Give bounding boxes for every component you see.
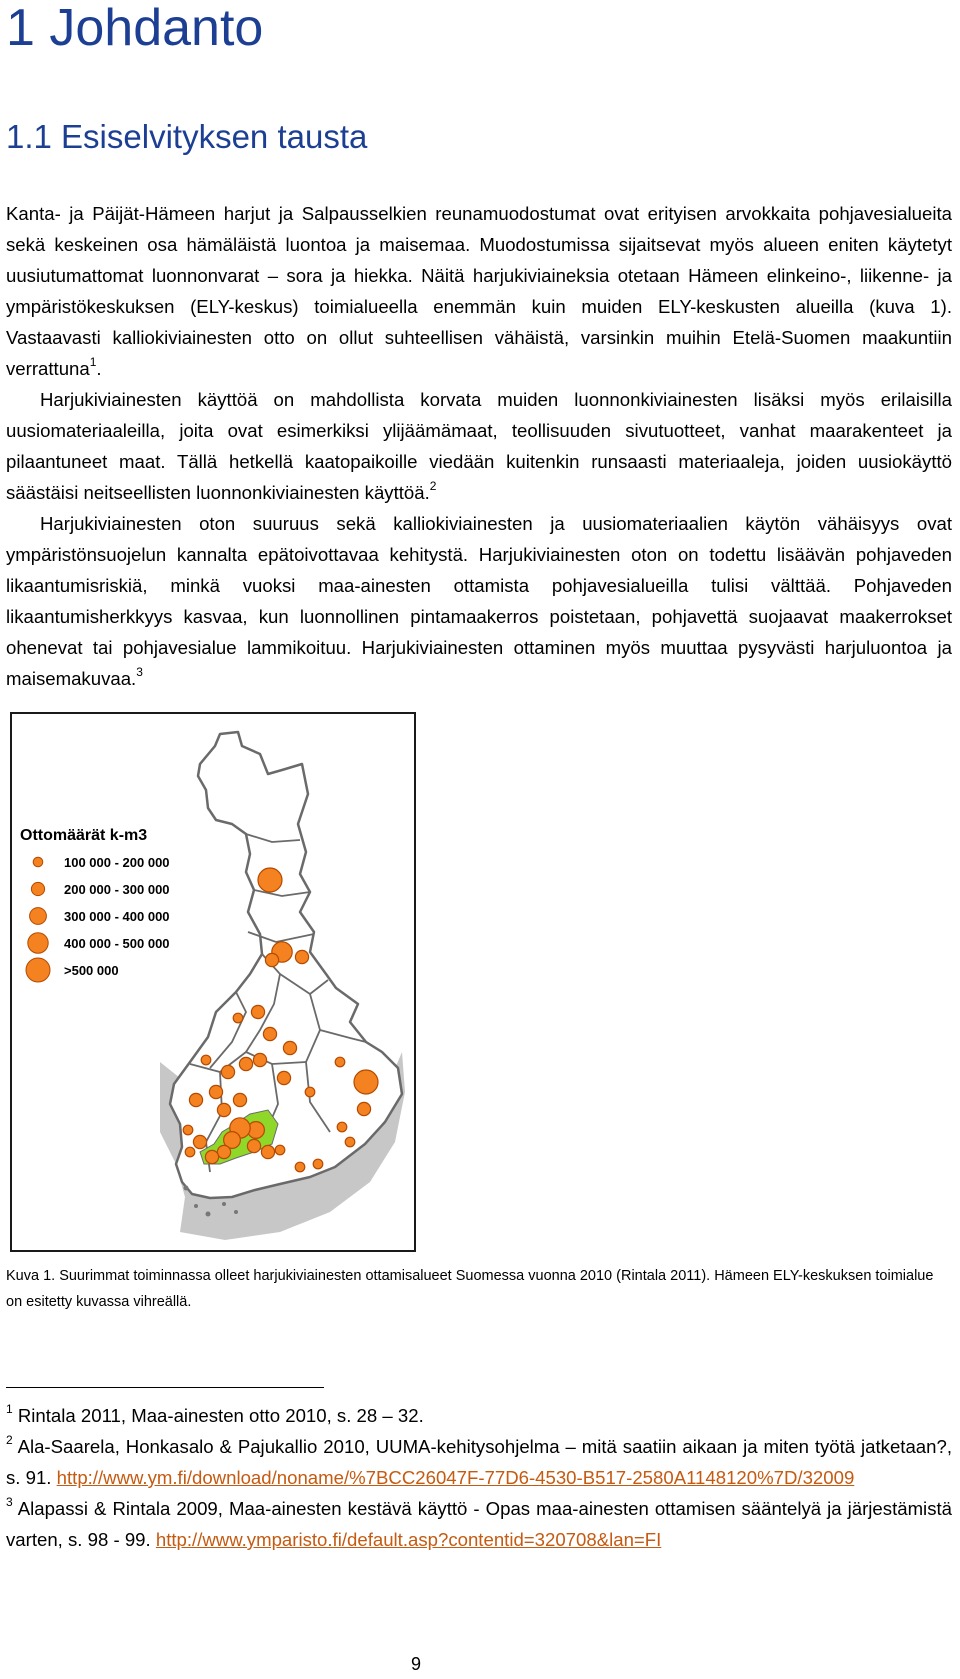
footnote-ref-3[interactable]: 3 [136, 665, 143, 679]
island [184, 1186, 189, 1191]
extraction-site-dot [275, 1145, 285, 1155]
legend-label: >500 000 [64, 963, 119, 978]
extraction-site-dot [305, 1087, 315, 1097]
extraction-site-dot [217, 1145, 230, 1158]
footnote-2 [6, 1431, 952, 1493]
island [206, 1212, 211, 1217]
footnote-text: Ala-Saarela, Honkasalo & Pajukallio 2010, UUMA-kehitysohjelma – mitä saatiin aikaan ja miten työtä jatketaan?, s. 91. [6, 1436, 952, 1488]
legend-label: 100 000 - 200 000 [64, 855, 170, 870]
extraction-site-dot [283, 1041, 296, 1054]
footnote-ref-1[interactable]: 1 [89, 355, 97, 369]
map-svg [10, 712, 416, 1252]
extraction-site-dot [258, 868, 282, 892]
extraction-site-dot [183, 1125, 193, 1135]
legend-symbol [26, 958, 50, 982]
extraction-site-dot [247, 1139, 260, 1152]
extraction-site-dot [201, 1055, 211, 1065]
extraction-site-dot [335, 1057, 345, 1067]
extraction-site-dot [265, 953, 278, 966]
footnote-link[interactable]: http://www.ymparisto.fi/default.asp?contentid=320708&lan=FI [155, 1529, 662, 1550]
section-heading: 1.1 Esiselvityksen tausta [6, 118, 368, 155]
footnote-number: 2 [6, 1433, 13, 1447]
extraction-site-dot [185, 1147, 195, 1157]
extraction-site-dot [357, 1102, 370, 1115]
page-number: 9 [410, 1654, 421, 1674]
footnote-1 [6, 1400, 952, 1431]
extraction-site-dot [354, 1070, 378, 1094]
footnote-3 [6, 1493, 952, 1555]
footnote-text: Alapassi & Rintala 2009, Maa-ainesten kestävä käyttö - Opas maa-ainesten ottamisen sääntelyä ja järjestämistä varten, s. 98 - 99. [6, 1498, 952, 1550]
body-text [6, 198, 952, 694]
footnote-ref-2[interactable]: 2 [429, 479, 437, 493]
legend-symbol [30, 908, 47, 925]
extraction-site-dot [263, 1027, 276, 1040]
paragraph-text: Harjukiviainesten käyttöä on mahdollista korvata muiden luonnonkiviainesten lisäksi myös erilaisilla uusiomateriaaleilla, joita ovat esimerkiksi ylijäämämaat, teollisuuden sivutuotteet, vanhat maarakenteet ja pilaantuneet maat. Tällä hetkellä kaatopaikoille viedään kuitenkin runsaasti materiaaleja, joiden uusiokäyttö säästäisi neitseellisten luonnonkiviainesten käyttöä. [6, 389, 952, 503]
extraction-site-dot [233, 1013, 243, 1023]
legend-label: 400 000 - 500 000 [64, 936, 170, 951]
legend-symbol [33, 857, 43, 867]
extraction-site-dot [233, 1093, 246, 1106]
extraction-site-dot [345, 1137, 355, 1147]
finland-extraction-map [10, 712, 416, 1252]
legend-label: 300 000 - 400 000 [64, 909, 170, 924]
footnotes [6, 1400, 952, 1555]
extraction-site-dot [313, 1159, 323, 1169]
paragraph-3 [6, 508, 952, 694]
extraction-site-dot [193, 1135, 206, 1148]
footnote-number: 3 [6, 1495, 13, 1509]
footnote-number: 1 [6, 1402, 13, 1416]
extraction-site-dot [217, 1103, 230, 1116]
extraction-site-dot [261, 1145, 274, 1158]
figure-caption: Kuva 1. Suurimmat toiminnassa olleet harjukiviainesten ottamisalueet Suomessa vuonna 2010 (Rintala 2011). Hämeen ELY-keskuksen toimialue on esitetty kuvassa vihreällä. [6, 1268, 934, 1310]
paragraph-text: Kanta- ja Päijät-Hämeen harjut ja Salpausselkien reunamuodostumat ovat erityisen arvokkaita pohjavesialueita sekä keskeinen osa hämäläistä luontoa ja maisemaa. Muodostumissa sijaitsevat myös alueen eniten käytetyt uusiutumattomat luonnonvarat – sora ja hiekka. Näitä harjukiviaineksia otetaan Hämeen elinkeino-, liikenne- ja ympäristökeskuksen (ELY-keskus) toimialueella enemmän kuin muiden ELY-keskusten alueilla (kuva 1). Vastaavasti kalliokiviainesten otto on ollut suhteellisen vähäistä, varsinkin muihin Etelä-Suomen maakuntiin verrattuna [6, 203, 952, 379]
extraction-site-dot [239, 1057, 252, 1070]
paragraph-2 [6, 384, 952, 508]
island [234, 1210, 238, 1214]
extraction-site-dot [221, 1065, 234, 1078]
paragraph-text: Harjukiviainesten oton suuruus sekä kalliokiviainesten ja uusiomateriaalien käytön vähäisyys ovat ympäristönsuojelun kannalta epätoivottavaa kehitystä. Harjukiviainesten oton on todettu lisäävän pohjaveden likaantumisriskiä, minkä vuoksi maa-ainesten ottamista pohjavesialueilla tulisi välttää. Pohjaveden likaantumisherkkyys kasvaa, kun luonnollinen pintamaakerros poistetaan, pohjavettä suojaavat maakerrokset ohenevat tai pohjavesialue lammikoituu. Harjukiviainesten ottaminen myös muuttaa pysyvästi harjuluontoa ja maisemakuvaa. [6, 513, 952, 689]
island [194, 1204, 198, 1208]
extraction-site-dot [251, 1005, 264, 1018]
footnote-text: Rintala 2011, Maa-ainesten otto 2010, s. 28 – 32. [17, 1405, 424, 1426]
paragraph-1 [6, 198, 952, 384]
footnote-separator [6, 1387, 324, 1388]
extraction-site-dot [189, 1093, 202, 1106]
legend-symbol [31, 882, 44, 895]
legend-label: 200 000 - 300 000 [64, 882, 170, 897]
legend-symbol [28, 933, 48, 953]
extraction-site-dot [253, 1053, 266, 1066]
extraction-site-dot [209, 1085, 222, 1098]
extraction-site-dot [277, 1071, 290, 1084]
island [222, 1202, 226, 1206]
extraction-site-dot [295, 1162, 305, 1172]
footnote-link[interactable]: http://www.ym.fi/download/noname/%7BCC26047F-77D6-4530-B517-2580A1148120%7D/32009 [56, 1467, 855, 1488]
legend-title: Ottomäärät k-m3 [20, 827, 148, 844]
chapter-heading: 1 Johdanto [6, 0, 264, 57]
paragraph-end: . [96, 358, 102, 379]
extraction-site-dot [337, 1122, 347, 1132]
extraction-site-dot [295, 950, 308, 963]
extraction-site-dot [205, 1150, 218, 1163]
